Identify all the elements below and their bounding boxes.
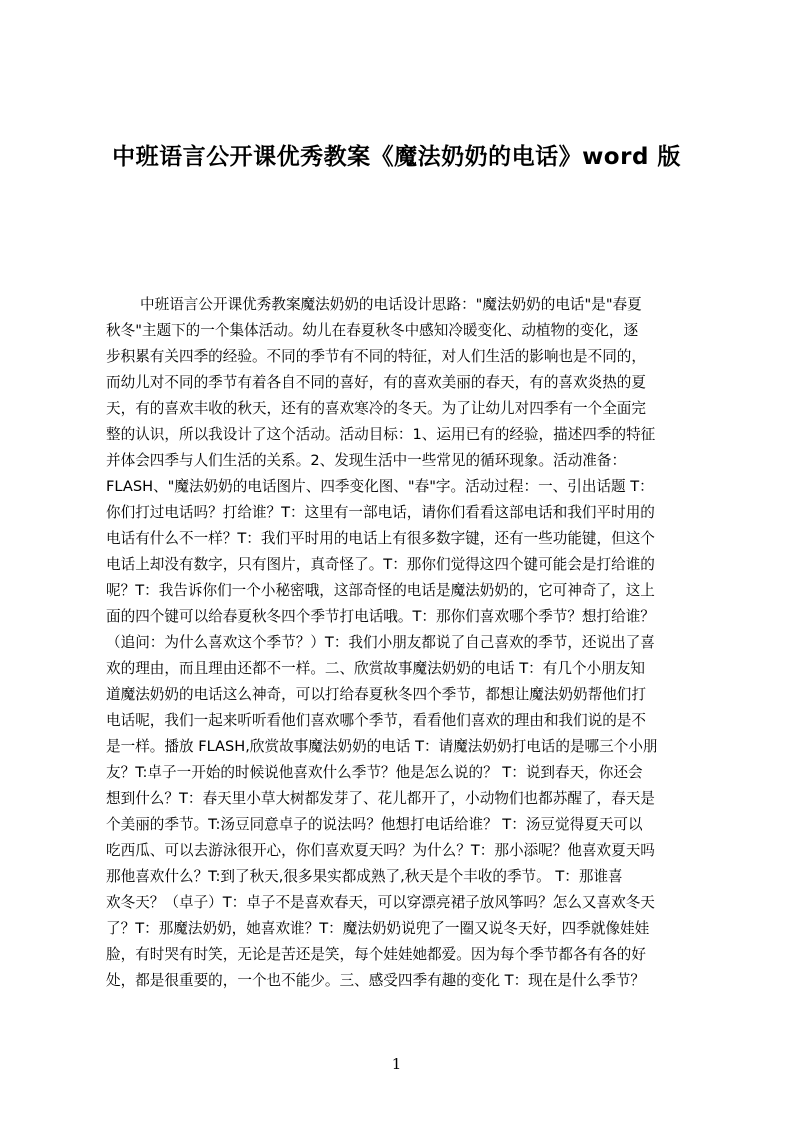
text-line: 脸，有时哭有时笑，无论是苦还是笑，每个娃娃她都爱。因为每个季节都各有各的好 [106, 946, 646, 963]
text-line: 天，有的喜欢丰收的秋天，还有的喜欢寒冷的冬天。为了让幼儿对四季有一个全面完 [106, 400, 646, 417]
text-line: 处，都是很重要的，一个也不能少。三、感受四季有趣的变化 T：现在是什么季节？ [106, 972, 645, 989]
text-line: 秋冬"主题下的一个集体活动。幼儿在春夏秋冬中感知冷暖变化、动植物的变化，逐 [106, 322, 639, 339]
text-line: 是一样。播放 FLASH,欣赏故事魔法奶奶的电话 T：请魔法奶奶打电话的是哪三个小朋 [106, 738, 658, 755]
text-line: 你们打过电话吗？打给谁？T：这里有一部电话，请你们看看这部电话和我们平时用的 [106, 504, 655, 521]
text-line: 步积累有关四季的经验。不同的季节有不同的特征，对人们生活的影响也是不同的， [106, 348, 646, 365]
text-line: 电话有什么不一样？T：我们平时用的电话上有很多数字键，还有一些功能键，但这个 [106, 530, 655, 547]
document-title: 中班语言公开课优秀教案《魔法奶奶的电话》word 版 [112, 144, 681, 170]
text-line: 欢冬天？（卓子）T：卓子不是喜欢春天，可以穿漂亮裙子放风筝吗？怎么又喜欢冬天 [106, 894, 655, 911]
text-line: 整的认识，所以我设计了这个活动。活动目标：1、运用已有的经验，描述四季的特征 [106, 426, 656, 443]
text-line: 中班语言公开课优秀教案魔法奶奶的电话设计思路："魔法奶奶的电话"是"春夏 [140, 296, 642, 313]
text-line: 个美丽的季节。T:汤豆同意卓子的说法吗？他想打电话给谁？ T：汤豆觉得夏天可以 [106, 816, 643, 833]
text-line: 电话上却没有数字，只有图片，真奇怪了。T：那你们觉得这四个键可能会是打给谁的 [106, 556, 655, 573]
text-line: 而幼儿对不同的季节有着各自不同的喜好，有的喜欢美丽的春天，有的喜欢炎热的夏 [106, 374, 646, 391]
body-text [106, 292, 698, 994]
text-line: 面的四个键可以给春夏秋冬四个季节打电话哦。T：那你们喜欢哪个季节？想打给谁？ [106, 608, 655, 625]
text-line: 那他喜欢什么？T:到了秋天,很多果实都成熟了,秋天是个丰收的季节。 T：那谁喜 [106, 868, 623, 885]
text-line: 欢的理由，而且理由还都不一样。二、欣赏故事魔法奶奶的电话 T：有几个小朋友知 [106, 660, 645, 677]
text-line: FLASH、"魔法奶奶的电话图片、四季变化图、"春"字。活动过程：一、引出话题 T： [106, 478, 654, 495]
text-line: 吃西瓜、可以去游泳很开心，你们喜欢夏天吗？为什么？T：那小添呢？他喜欢夏天吗 [106, 842, 655, 859]
text-line: 友？T:卓子一开始的时候说他喜欢什么季节？他是怎么说的？ T：说到春天，你还会 [106, 764, 643, 781]
page-number: 1 [391, 1055, 402, 1073]
text-line: 呢？T：我告诉你们一个小秘密哦，这部奇怪的电话是魔法奶奶的，它可神奇了，这上 [106, 582, 655, 599]
text-line: 了？T：那魔法奶奶，她喜欢谁？T：魔法奶奶说兜了一圈又说冬天好，四季就像娃娃 [106, 920, 650, 937]
text-line: 并体会四季与人们生活的关系。2、发现生活中一些常见的循环现象。活动准备： [106, 452, 627, 469]
text-line: （追问：为什么喜欢这个季节？）T：我们小朋友都说了自己喜欢的季节，还说出了喜 [106, 634, 655, 651]
text-line: 道魔法奶奶的电话这么神奇，可以打给春夏秋冬四个季节，都想让魔法奶奶帮他们打 [106, 686, 646, 703]
text-line: 电话呢，我们一起来听听看他们喜欢哪个季节，看看他们喜欢的理由和我们说的是不 [106, 712, 646, 729]
text-line: 想到什么？T：春天里小草大树都发芽了、花儿都开了，小动物们也都苏醒了，春天是 [106, 790, 655, 807]
